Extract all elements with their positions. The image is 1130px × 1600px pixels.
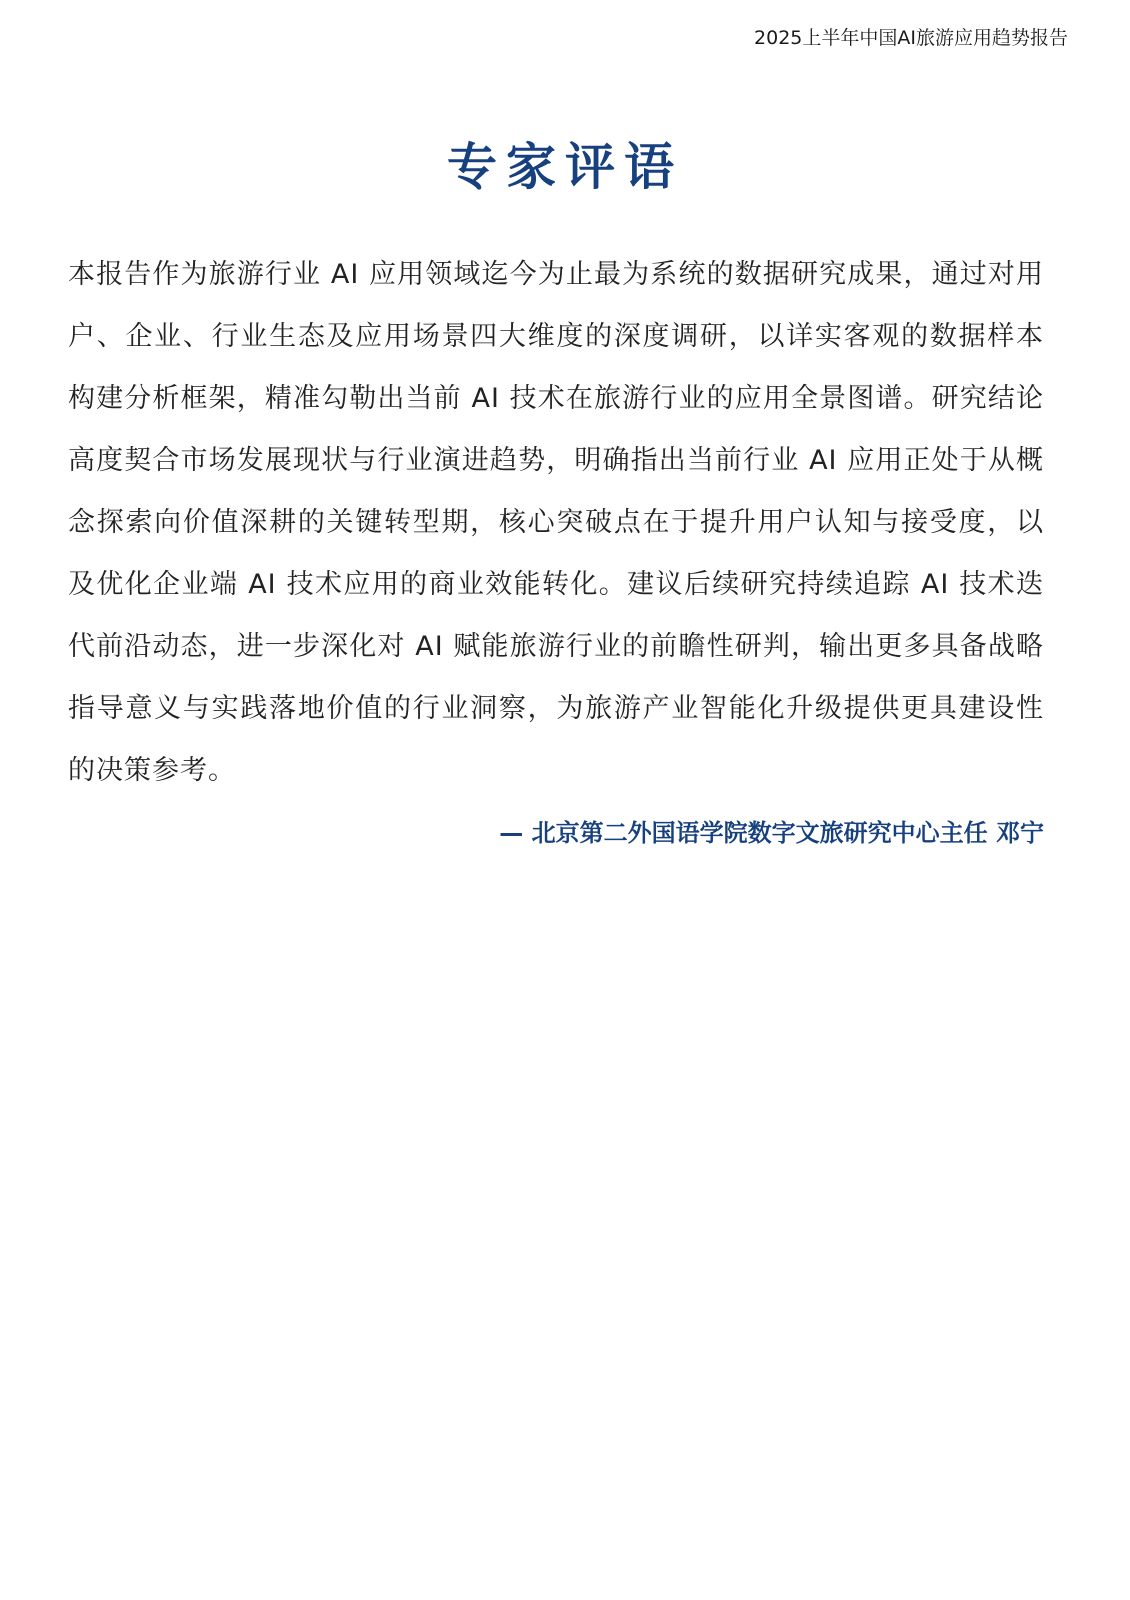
expert-comment-paragraph: 本报告作为旅游行业 AI 应用领域迄今为止最为系统的数据研究成果，通过对用户、企业、行业生态及应用场景四大维度的深度调研，以详实客观的数据样本构建分析框架，精准勾勒出当前 AI 技术在旅游行业的应用全景图谱。研究结论高度契合市场发展现状与行业演进趋势，明确指出当前行业 AI 应用正处于从概念探索向价值深耕的关键转型期，核心突破点在于提升用户认知与接受度，以及优化企业端 AI 技术应用的商业效能转化。建议后续研究持续追踪 AI 技术迭代前沿动态，进一步深化对 AI 赋能旅游行业的前瞻性研判，输出更多具备战略指导意义与实践落地价值的行业洞察，为旅游产业智能化升级提供更具建设性的决策参考。 xyxy=(68,259,1044,786)
page-title: 专家评语 xyxy=(447,138,683,196)
report-title-header: 2025上半年中国AI旅游应用趋势报告 xyxy=(754,27,1068,49)
attribution-signature: — 北京第二外国语学院数字文旅研究中心主任 邓宁 xyxy=(499,819,1044,847)
